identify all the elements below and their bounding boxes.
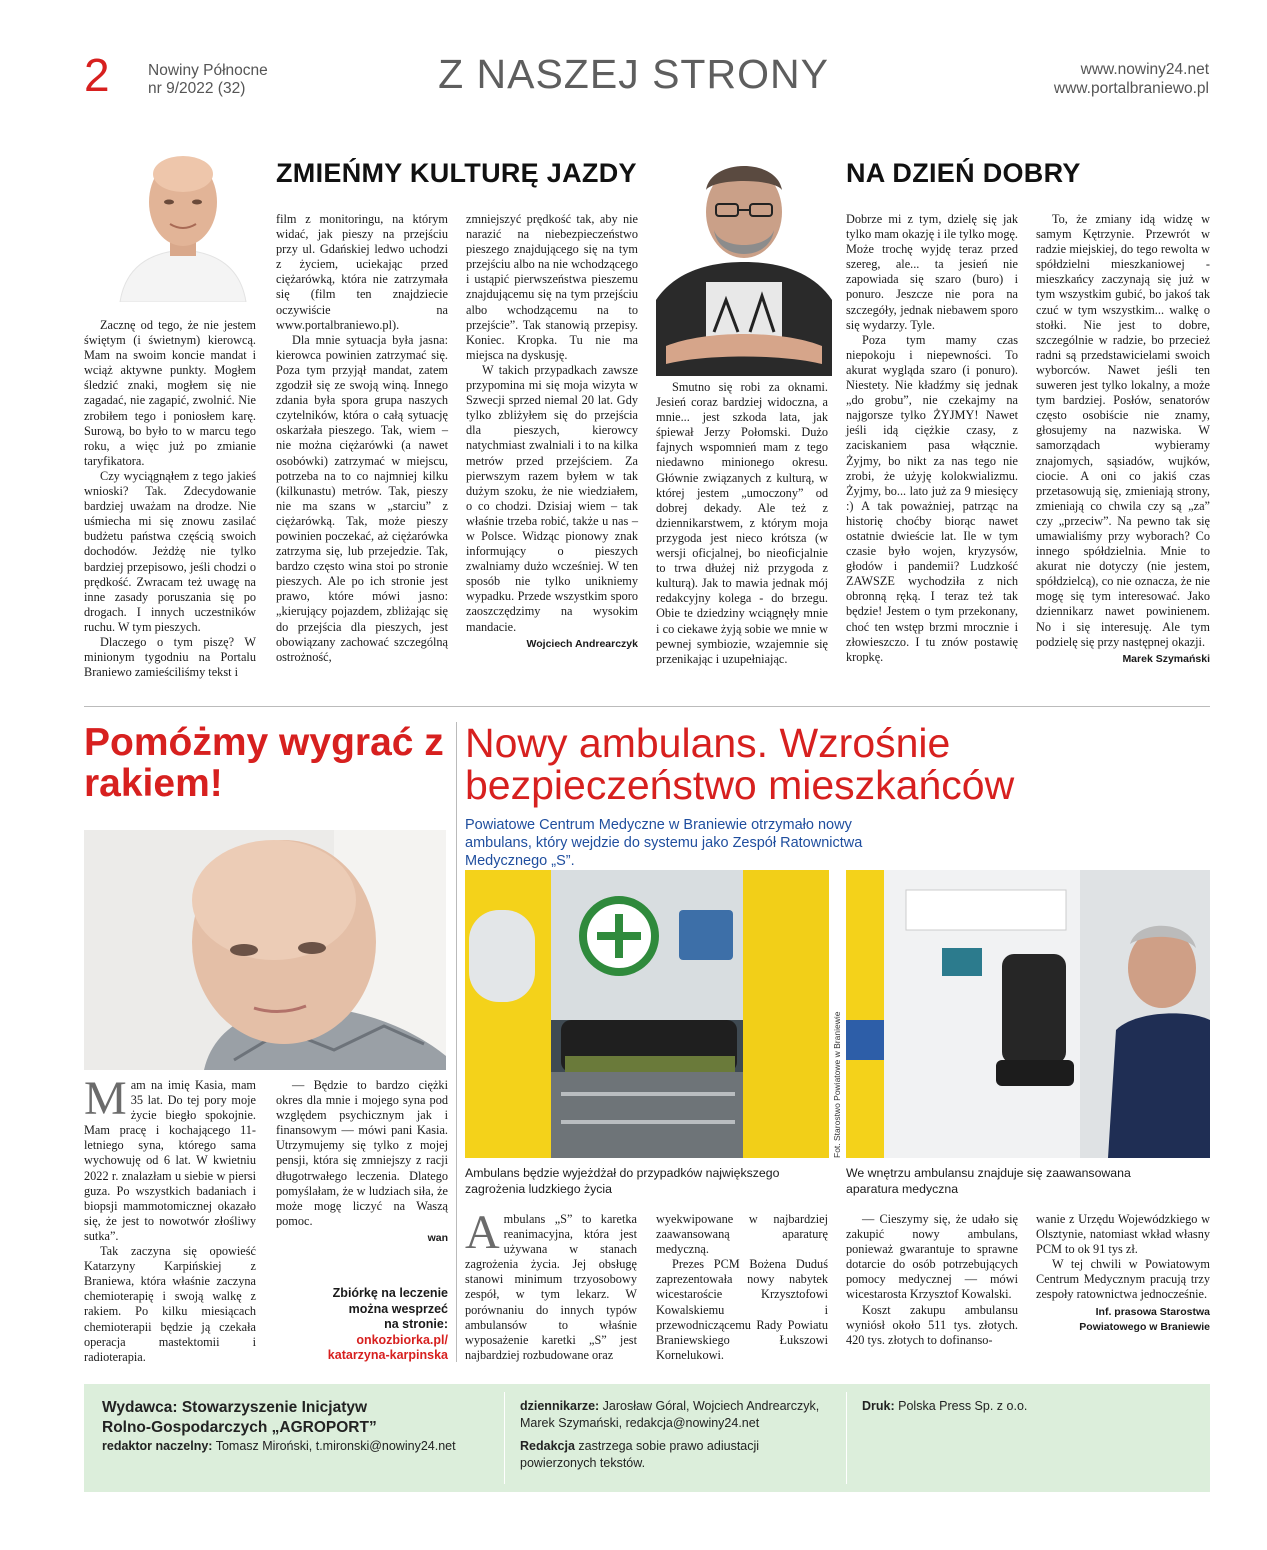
paragraph: Poza tym mamy czas niepokoju i niepewności. To akurat wygląda szaro (i ponuro). Niestety. Nie kładźmy się jednak „do grobu”, nie czekajmy na najgorsze tylko ŻYJMY! Nawet jeśli idą ciężkie czasy, z zaciskaniem pasa włącznie. Żyjmy, bo nikt za nas tego nie zrobi, że użyję kolokwializmu. Żyjmy, bo... lato już za 9 miesięcy :) A tak poważniej, patrząc na historię choćby biorąc nawet ostatnie dwieście lat. Ile w tym czasie było wojen, kryzysów, głodów i pandemii? Ludzkość ZAWSZE wychodziła z nich obronną ręką. I teraz też tak będzie! Jestem o tym przekonany, choć ten wstęp brzmi mrocznie i złowieszczo. I tu znów postawię kropkę. bbox=[846, 332, 1018, 664]
author-photo-andrearczyk bbox=[112, 140, 254, 302]
column-text-dzien-part1 bbox=[656, 380, 828, 667]
column-text-jazda-part3 bbox=[466, 212, 638, 652]
paragraph: wanie z Urzędu Wojewódzkiego w Olsztynie, natomiast wkład własny PCM to ok 91 tys zł. bbox=[1036, 1212, 1210, 1257]
paragraph: Dlaczego o tym piszę? W minionym tygodniu na Portalu Braniewo zamieściliśmy tekst i bbox=[84, 634, 256, 680]
paragraph: Smutno się robi za oknami. Jesień coraz bardziej widoczna, a mnie... jest szkoda lata, jak śpiewał Jerzy Połomski. Dużo fajnych wspomnień mam z tego niedawno minionego okresu. Głównie związanych z kulturą, w której jestem „umoczony” od dobrej dekady. Ale też z dziennikarstwem, z którym moja przygoda jest nieco krótsza (w wersji oficjalnej, bo nieoficjalnie to trwa dłużej niż przygoda z kulturą). Jak to mawia jednak mój redakcyjny kolega - do brzegu. Obie te dziedziny wciągnęły mnie i co ciekawe żyją sobie we mnie w pewnej symbiozie, wzajemnie się przenikając i uzupełniając. bbox=[656, 380, 828, 666]
article-text-ambulance-part4 bbox=[1036, 1212, 1210, 1335]
donation-text: na stronie: bbox=[384, 1317, 448, 1331]
impressum-print: Druk: Polska Press Sp. z o.o. bbox=[862, 1399, 1028, 1413]
article-text-ambulance-part3 bbox=[846, 1212, 1018, 1348]
editor-info: redaktor naczelny: Tomasz Miroński, t.mironski@nowiny24.net bbox=[102, 1439, 456, 1453]
publisher-name: Rolno-Gospodarczych „AGROPORT” bbox=[102, 1419, 377, 1436]
paragraph: W takich przypadkach zawsze przypomina mi się moja wizyta w Szwecji sprzed niemal 20 lat. Gdy tylko zbliżyłem się do przejścia dla pieszych, kierowcy natychmiast zwalniali i to na kilka metrów przed przejściem. Za pierwszym razem byłem w tak dużym szoku, że nie wiedziałem, o co chodzi. Dzisiaj wiem – tak właśnie trzeba robić, także u nas – w Polsce. Widząc pionowy znak informujący o pieszych zwalniamy dużo wcześniej. W ten sposób nie tylko unikniemy wypadku. Przede wszystkim sporo zaoszczędzimy na wysokim mandacie. bbox=[466, 362, 638, 634]
article-text-cancer-part1 bbox=[84, 1072, 256, 1365]
impressum bbox=[84, 1384, 1210, 1492]
column-divider bbox=[456, 722, 457, 1362]
impressum-publisher bbox=[102, 1398, 502, 1455]
donation-text: Zbiórkę na leczenie bbox=[332, 1286, 448, 1300]
author-photo-szymanski bbox=[656, 150, 832, 376]
column-title-dzien-dobry: NA DZIEŃ DOBRY bbox=[846, 158, 1081, 188]
section-title: Z NASZEJ STRONY bbox=[438, 51, 829, 97]
section-divider bbox=[84, 706, 1210, 707]
photo-caption-2: We wnętrzu ambulansu znajduje się zaawansowana aparatura medyczna bbox=[846, 1166, 1131, 1196]
paragraph: — Cieszymy się, że udało się zakupić nowy ambulans, ponieważ gwarantuje to sprawne dotarcie do osób potrzebujących pomocy medycznej — mówi wicestarosta Krzysztof Kowalski. bbox=[846, 1212, 1018, 1302]
headline-line: Nowy ambulans. Wzrośnie bbox=[465, 720, 951, 766]
url-portalbraniewo[interactable]: www.portalbraniewo.pl bbox=[1053, 80, 1209, 97]
paragraph: To, że zmiany idą widzę w samym Kętrzynie. Przewrót w radzie miejskiej, do tego rewolta w spółdzielni mieszkaniowej - mieszkańcy zaczynają się już w tym wszystkim gubić, bo jakoś tak czuć w tym wszystkim... walkę o stołki. Nie jest to dobre, szczególnie w radzie, bo przecież radni są przedstawicielami swoich wyborców. Nawet jeśli ten suweren jest tylko lokalny, a może tym bardziej. Posłów, senatorów często osobiście nie znamy, głosujemy na nazwiska. W samorządach wybieramy znajomych, sąsiadów, wujków, ciocie. A oni co jakiś czas przetasowują się, zmieniają strony, zmieniają co chwila czy są „za” czy „przeciw”. Na pewno tak się umawialiśmy przy wyborach? Co innego spółdzielnia. Mnie to akurat nie dotyczy (nie jestem, spółdzielcą), co nie oznacza, że nie mogę się tym interesować. Jako dziennikarz nawet powinienem. No i się interesuję. Ale tym podzielę się przy następnej okazji. bbox=[1036, 212, 1210, 649]
headline-cancer: Pomóżmy wygrać z rakiem! bbox=[84, 721, 444, 805]
paragraph: Czy wyciągnąłem z tego jakieś wnioski? Tak. Zdecydowanie bardziej uważam na drodze. Nie uśmiecha mi się znowu zasilać budżetu państwa częścią swoich dochodów. Jeżdżę nie tylko bardziej przepisowo, jeśli chodzi o prędkość. Zwracam też uwagę na inne zasady poruszania się po drogach. I innych uczestników ruchu. W tym pieszych. bbox=[84, 468, 256, 634]
impressum-journalists: dziennikarze: Jarosław Góral, Wojciech Andrearczyk, Marek Szymański, redakcja@nowiny24.net Redakcja zastrzega sobie prawo adiustacji powierzonych tekstów. bbox=[520, 1398, 850, 1472]
page-number: 2 bbox=[84, 49, 110, 101]
paragraph: Zacznę od tego, że nie jestem świętym (i świetnym) kierowcą. Mam na swoim koncie mandat i wciąż aktywne punkty. Mogłem śledzić znaki, mogłem się nie zagadać, nie zagapić, zwolnić. Nie zrobiłem tego i poniosłem karę. Surową, bo było to w marcu tego roku, a więc już po zmianie taryfikatora. bbox=[84, 318, 256, 468]
publisher-name: Wydawca: Stowarzyszenie Inicjatyw bbox=[102, 1399, 368, 1416]
impressum-separator bbox=[846, 1392, 847, 1484]
url-nowiny24[interactable]: www.nowiny24.net bbox=[1080, 61, 1209, 78]
issue-number: nr 9/2022 (32) bbox=[148, 80, 246, 97]
donation-link[interactable]: katarzyna-karpinska bbox=[327, 1348, 448, 1362]
article-lead: Powiatowe Centrum Medyczne w Braniewie otrzymało nowy ambulans, który wejdzie do systemu jako Zespół Ratownictwa Medycznego „S”. bbox=[465, 817, 863, 869]
paragraph: Dobrze mi z tym, dzielę się jak tylko mam okazję i ile tylko mogę. Może trochę wyjdę teraz przed szereg, ale... ta jesień nie zapowiada się szaro (buro) i ponuro. Jeszcze nie pora na szczegóły, jednak niebawem sporo się wydarzy. Tyle. bbox=[846, 212, 1018, 332]
paragraph: Tak zaczyna się opowieść Katarzyny Karpińskiej z Braniewa, która właśnie zaczyna chemioterapię i swoją walkę z rakiem. Po kilku miesiącach chemioterapii będzie ją czekała operacja mastektomii i radioterapia. bbox=[84, 1244, 256, 1364]
photo-caption-1: Ambulans będzie wyjeżdżał do przypadków największego zagrożenia ludzkiego życia bbox=[465, 1166, 780, 1196]
author-signature: Wojciech Andrearczyk bbox=[526, 637, 638, 650]
journalists-contact[interactable]: Marek Szymański, redakcja@nowiny24.net bbox=[520, 1416, 760, 1430]
article-text-ambulance-part1 bbox=[465, 1206, 637, 1363]
column-title-jazda: ZMIEŃMY KULTURĘ JAZDY bbox=[276, 158, 637, 188]
drop-cap: A bbox=[465, 1206, 500, 1259]
paragraph: Mam na imię Kasia, mam 35 lat. Do tej pory moje życie biegło spokojnie. Mam pracę i kochającego 11-letniego syna, którego sama wychowuję od 6 lat. W kwietniu 2022 r. znalazłam u siebie w piersi guza. Po wszystkich badaniach i biopsji mammotomicznej okazało się, że jest to nowotwór złośliwy sutka”. bbox=[84, 1072, 256, 1243]
paragraph: Prezes PCM Bożena Duduś zaprezentowała nowy nabytek wicestaroście Krzysztofowi Kowalskiemu i przewodniczącemu Rady Powiatu Braniewskiego Łukszowi Kornelukowi. bbox=[656, 1257, 828, 1362]
editor-contact[interactable]: Tomasz Miroński, t.mironski@nowiny24.net bbox=[215, 1439, 456, 1453]
donation-info bbox=[276, 1286, 448, 1364]
article-text-cancer-part2 bbox=[276, 1078, 448, 1246]
column-text-dzien-part3 bbox=[1036, 212, 1210, 667]
paragraph: Ambulans „S” to karetka reanimacyjna, która jest używana w stanach zagrożenia życia. Jej obsługę stanowi minimum trzyosobowy zespół, w tym lekarz. W porównaniu do innych typów ambulansów to właśnie wyposażenie karetki „S” jest najbardziej rozbudowane oraz bbox=[465, 1206, 637, 1362]
paragraph: Dla mnie sytuacja była jasna: kierowca powinien zatrzymać się. Poza tym przyjął mandat, zatem zgodził się ze swoją winą. Innego zdania była spora grupa naszych czytelników, która o całą sytuację oskarżała pieszego. Tak, wiem – nie można ciężarówki (a nawet osobówki) zatrzymać w miejscu, potrzeba na to co najmniej kilku (kilkunastu) metrów. Tak, pieszy nie ma szans w „starciu” z ciężarówką. Tak, może pieszy powinien poczekać, aż ciężarówka zatrzyma się, lub przejedzie. Tak, bardzo często wina stoi po stronie pieszych. Ale po ich stronie jest prawo, które mówi jasno: „kierujący pojazdem, zbliżając się do przejścia dla pieszych, jest obowiązany zachować szczególną ostrożność, bbox=[276, 332, 448, 664]
author-signature: Marek Szymański bbox=[1122, 652, 1210, 665]
paragraph: — Będzie to bardzo ciężki okres dla mnie i mojego syna pod względem psychicznym jak i finansowym — mówi pani Kasia. Utrzymujemy się tylko z mojej pensji, która się zmniejszy z racji długotrwałego leczenia. Dlatego pomyślałam, że w ludziach siła, że może mogę liczyć na Waszą pomoc. bbox=[276, 1078, 448, 1228]
paragraph: film z monitoringu, na którym widać, jak pieszy na przejściu przy ul. Gdańskiej ledwo uchodzi z życiem, uciekając przed ciężarówką, która nie zatrzymała się (film ten znajdziecie oczywiście na www.portalbraniewo.pl). bbox=[276, 212, 448, 332]
donation-link[interactable]: onkozbiorka.pl/ bbox=[356, 1332, 448, 1347]
paragraph: wyekwipowane w najbardziej zaawansowaną aparaturę medyczną. bbox=[656, 1212, 828, 1257]
photo-ambulance-rear bbox=[465, 870, 829, 1158]
paragraph: zmniejszyć prędkość tak, aby nie narazić na niebezpieczeństwo pieszego znajdującego się na tym przejściu albo na nie wchodzącego i ustąpić pierwszeństwa pieszemu znajdującemu się na tym przejściu albo wchodzącemu na to przejście”. Tak stanowią przepisy. Koniec. Kropka. Tu nie ma miejsca na dyskusję. bbox=[466, 212, 638, 362]
photo-kasia bbox=[84, 830, 446, 1070]
article-text-ambulance-part2 bbox=[656, 1212, 828, 1363]
donation-text: można wesprzeć bbox=[348, 1301, 448, 1316]
impressum-separator bbox=[504, 1392, 505, 1484]
column-text-jazda-part1 bbox=[84, 318, 256, 680]
headline-ambulance bbox=[465, 722, 1210, 806]
drop-cap: M bbox=[84, 1072, 127, 1125]
paragraph: W tej chwili w Powiatowym Centrum Medycznym pracują trzy zespoły ratownictwa jednocześnie. bbox=[1036, 1257, 1210, 1302]
author-signature: Powiatowego w Braniewie bbox=[1079, 1320, 1210, 1333]
author-signature: wan bbox=[427, 1231, 448, 1244]
photo-ambulance-interior bbox=[846, 870, 1210, 1158]
publication-name: Nowiny Północne bbox=[148, 62, 268, 79]
author-signature: Inf. prasowa Starostwa bbox=[1095, 1305, 1210, 1318]
column-text-jazda-part2 bbox=[276, 212, 448, 665]
column-text-dzien-part2 bbox=[846, 212, 1018, 665]
header-links bbox=[1054, 60, 1209, 98]
photo-credit: Fot. Starostwo Powiatowe w Braniewie bbox=[832, 1011, 842, 1158]
paragraph: Koszt zakupu ambulansu wyniósł około 511 tys. złotych. 420 tys. złotych to dofinanso- bbox=[846, 1302, 1018, 1347]
headline-line: bezpieczeństwo mieszkańców bbox=[465, 762, 1015, 808]
